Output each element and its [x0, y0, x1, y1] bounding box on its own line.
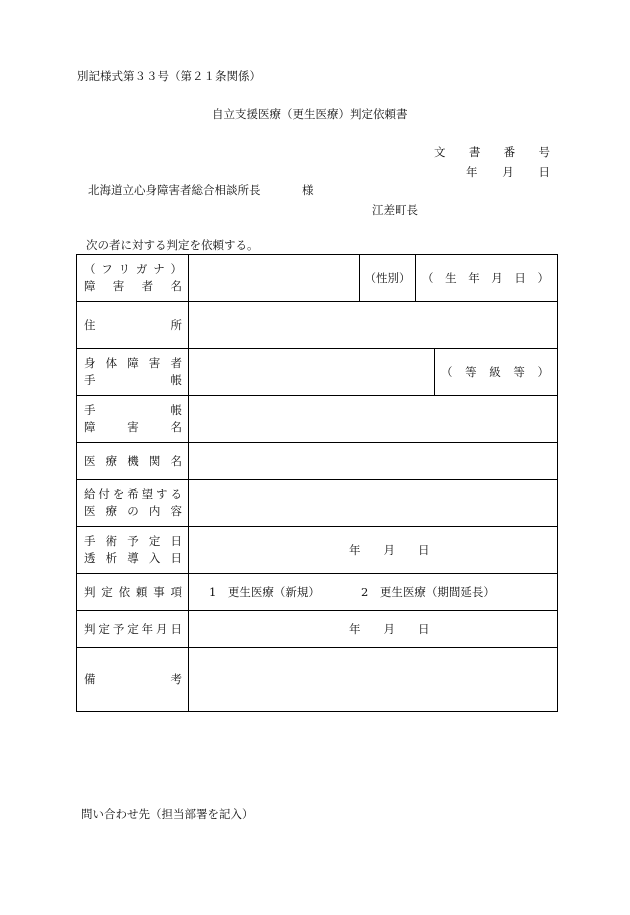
judgment-date-text: 年 月 日	[349, 621, 430, 636]
row-judgment-date	[77, 611, 558, 648]
surgery-date-label: 手 術 予 定 日	[84, 534, 182, 548]
institution-label: 医 療 機 関 名	[84, 453, 182, 468]
surgery-date-text: 年 月 日	[349, 542, 430, 557]
sex-label: （性別）	[364, 270, 411, 285]
disability-name-label-line2: 障 害 名	[84, 420, 182, 434]
surgery-label-cell	[77, 527, 189, 574]
remarks-value-cell[interactable]	[189, 648, 558, 712]
desired-care-label-cell	[77, 480, 189, 527]
grade-label: （ 等 級 等 ）	[441, 364, 549, 379]
desired-care-label-line1: 給 付 を 希 望 す る	[84, 487, 182, 501]
certificate-label-line2: 手 帳	[84, 373, 182, 387]
request-label: 判 定 依 頼 事 項	[84, 584, 182, 599]
address-label: 住 所	[84, 317, 182, 332]
addressee: 北海道立心身障害者総合相談所長	[88, 183, 261, 197]
intro-text: 次の者に対する判定を依頼する。	[86, 238, 259, 252]
form-title: 自立支援医療（更生医療）判定依頼書	[212, 107, 408, 121]
doc-number-label: 文 書 番 号	[434, 145, 550, 159]
remarks-label: 備 考	[84, 672, 182, 686]
row-disability-certificate	[77, 349, 558, 396]
surgery-date-cell[interactable]	[189, 527, 558, 574]
desired-care-label-line2: 医 療 の 内 容	[84, 504, 182, 518]
dialysis-date-label: 透 析 導 入 日	[84, 551, 182, 565]
remarks-label-cell	[77, 648, 189, 712]
disability-name-value-cell[interactable]	[189, 396, 558, 443]
row-certificate-disability-name	[77, 396, 558, 443]
row-request-item	[77, 574, 558, 611]
birthdate-cell[interactable]	[416, 255, 558, 302]
address-value-cell[interactable]	[189, 302, 558, 349]
certificate-label-line1: 身 体 障 害 者	[84, 356, 182, 370]
sex-cell[interactable]	[360, 255, 416, 302]
disability-name-label-line1: 手 帳	[84, 403, 182, 417]
address-label-cell	[77, 302, 189, 349]
honorific: 様	[302, 183, 314, 197]
disability-name-label-cell	[77, 396, 189, 443]
judgment-date-cell[interactable]	[189, 611, 558, 648]
row-address	[77, 302, 558, 349]
person-name-label: 障 害 者 名	[84, 279, 182, 293]
name-value-cell[interactable]	[189, 255, 360, 302]
contact-info: 問い合わせ先（担当部署を記入）	[81, 807, 254, 821]
institution-label-cell	[77, 443, 189, 480]
form-ref: 別記様式第３３号（第２１条関係）	[77, 69, 261, 83]
row-name	[77, 255, 558, 302]
request-options-cell	[189, 574, 558, 611]
name-label-cell	[77, 255, 189, 302]
request-option-new[interactable]: 1 更生医療（新規）	[209, 584, 320, 599]
sender: 江差町長	[372, 203, 418, 217]
institution-value-cell[interactable]	[189, 443, 558, 480]
birthdate-label: （ 生 年 月 日 ）	[422, 270, 549, 285]
judgment-date-label: 判 定 予 定 年 月 日	[84, 621, 182, 636]
furigana-label: （ フ リ ガ ナ ）	[84, 262, 182, 276]
date-label: 年 月 日	[466, 165, 550, 179]
row-desired-care	[77, 480, 558, 527]
desired-care-value-cell[interactable]	[189, 480, 558, 527]
certificate-value-cell[interactable]	[189, 349, 435, 396]
judgment-date-label-cell	[77, 611, 189, 648]
request-option-extension[interactable]: 2 更生医療（期間延長）	[361, 584, 495, 599]
row-institution	[77, 443, 558, 480]
grade-cell[interactable]	[435, 349, 558, 396]
request-label-cell	[77, 574, 189, 611]
row-remarks	[77, 648, 558, 712]
judgment-request-table	[76, 254, 558, 712]
certificate-label-cell	[77, 349, 189, 396]
row-surgery-date	[77, 527, 558, 574]
